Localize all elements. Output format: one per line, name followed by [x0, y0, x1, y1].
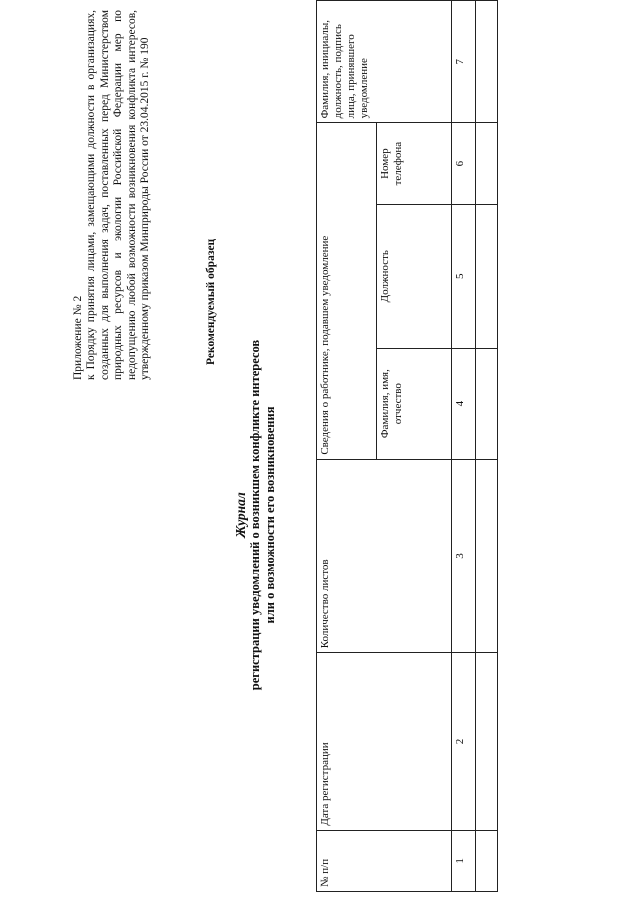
empty-cell[interactable]: [476, 1, 498, 123]
title-line-3: или о возможности его возникновения: [263, 406, 277, 624]
empty-row: [476, 1, 498, 892]
header-employee-group: Сведения о работнике, подавшем уведомление: [317, 123, 377, 459]
empty-cell[interactable]: [476, 830, 498, 891]
title-line-2: регистрации уведомлений о возникшем конфликте интересов: [248, 339, 262, 691]
header-row: [317, 1, 377, 892]
column-number: 3: [452, 459, 476, 653]
header-num: № п/п: [317, 830, 452, 891]
column-number: 2: [452, 653, 476, 830]
column-number: 7: [452, 1, 476, 123]
column-number: 5: [452, 204, 476, 348]
appendix-block: [72, 10, 152, 380]
empty-cell[interactable]: [476, 123, 498, 204]
header-position: Должность: [377, 204, 452, 348]
header-fio: Фамилия, имя, отчество: [377, 348, 452, 459]
header-date: Дата регистрации: [317, 653, 452, 830]
title-line-1: Журнал: [233, 492, 248, 538]
header-receiver: Фамилия, инициалы, должность, подпись лица, принявшего уведомление: [317, 1, 452, 123]
empty-cell[interactable]: [476, 653, 498, 830]
empty-cell[interactable]: [476, 348, 498, 459]
column-numbers-row: [452, 1, 476, 892]
column-number: 4: [452, 348, 476, 459]
column-number: 1: [452, 830, 476, 891]
appendix-number: Приложение № 2: [72, 295, 84, 380]
appendix-text: к Порядку принятия лицами, замещающими должности в организациях, созданных для выполнения задач, поставленных перед Министерством природных ресурсов и экологии Российской Федерации мер по недопущению любой возможности возникновения конфликта интересов, утвержденному приказом Минприроды России от 23.04.2015 г. № 190: [85, 10, 152, 380]
recommended-sample-label: Рекомендуемый образец: [205, 238, 217, 365]
column-number: 6: [452, 123, 476, 204]
header-phone: Номер телефона: [377, 123, 452, 204]
header-sheets: Количество листов: [317, 459, 452, 653]
empty-cell[interactable]: [476, 204, 498, 348]
journal-title: [233, 265, 278, 765]
journal-table: [316, 0, 498, 892]
empty-cell[interactable]: [476, 459, 498, 653]
